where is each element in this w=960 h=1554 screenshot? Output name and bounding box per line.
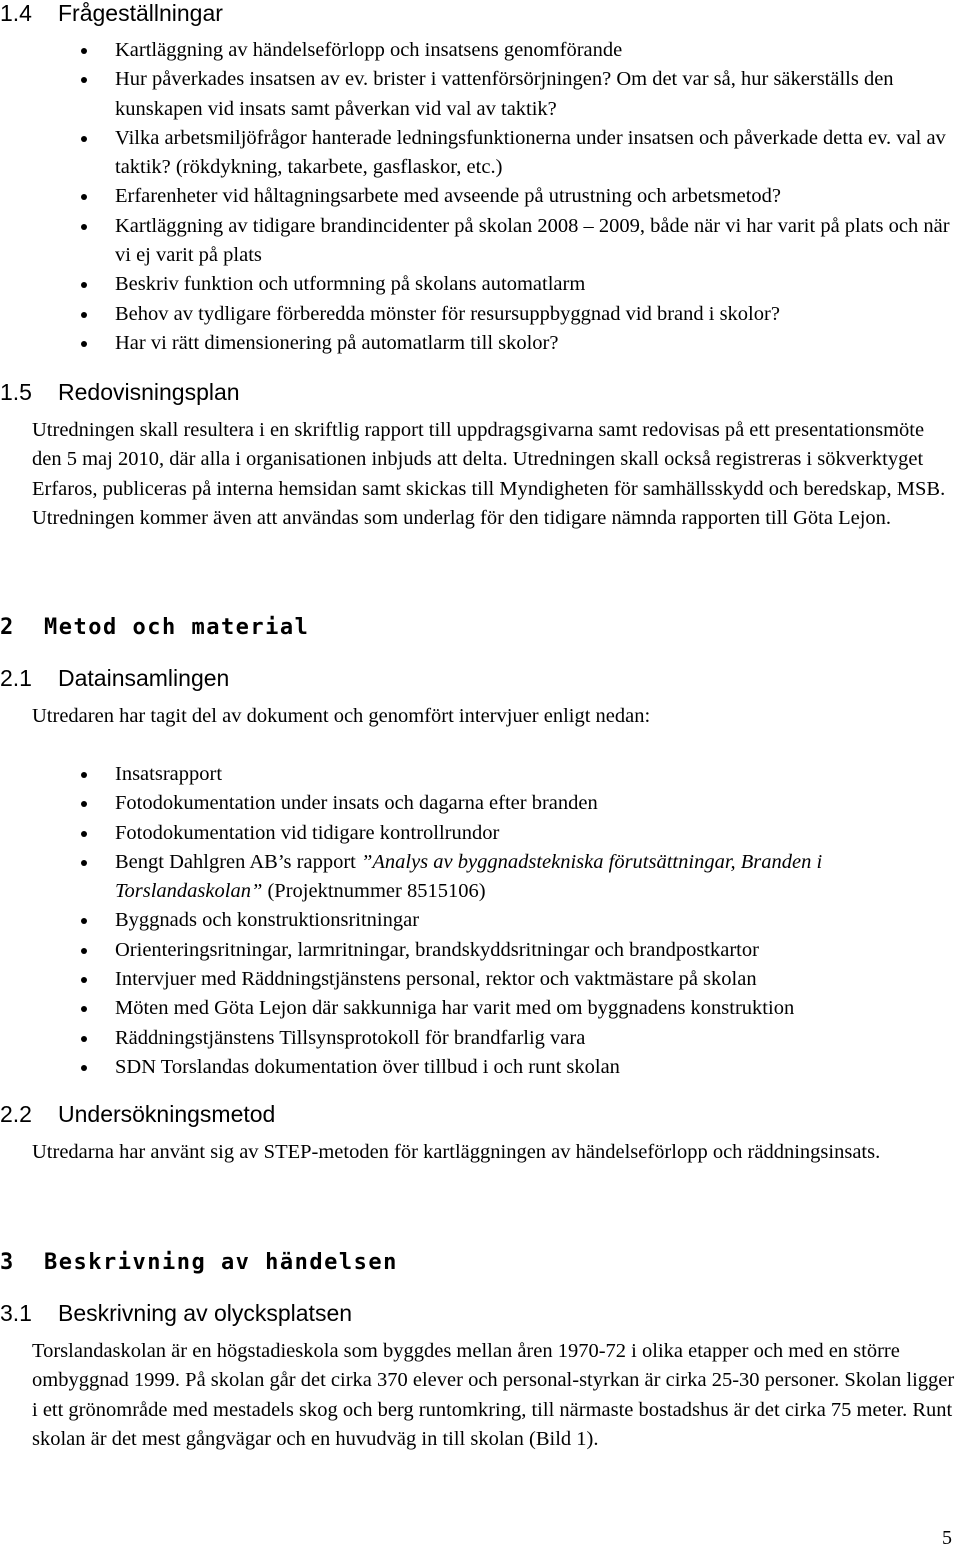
list-item: Kartläggning av händelseförlopp och insatsens genomförande (0, 36, 960, 65)
list-item: Intervjuer med Räddningstjänstens personal, rektor och vaktmästare på skolan (0, 965, 960, 994)
section-number: 3.1 (0, 1300, 32, 1326)
bullet-icon (81, 860, 87, 866)
bullet-icon (81, 1065, 87, 1071)
section-number: 2 (0, 615, 15, 640)
section-title: Frågeställningar (58, 0, 223, 26)
bullet-icon (81, 312, 87, 318)
bullet-icon (81, 224, 87, 230)
heading-2-2 (0, 1101, 275, 1128)
list-item: Kartläggning av tidigare brandincidenter på skolan 2008 – 2009, både när vi har varit på plats och när vi ej varit på plats (0, 212, 960, 271)
list-item: Beskriv funktion och utformning på skolans automatlarm (0, 270, 960, 299)
list-item: Behov av tydligare förberedda mönster för resursuppbyggnad vid brand i skolor? (0, 300, 960, 329)
section-title: Beskrivning av olycksplatsen (58, 1300, 353, 1326)
section-number: 2.2 (0, 1101, 32, 1127)
section-title: Beskrivning av händelsen (44, 1250, 398, 1275)
list-item: Möten med Göta Lejon där sakkunniga har varit med om byggnadens konstruktion (0, 994, 960, 1023)
bullet-icon (81, 801, 87, 807)
list-item: Har vi rätt dimensionering på automatlarm till skolor? (0, 329, 960, 358)
bullet-icon (81, 772, 87, 778)
list-item: Räddningstjänstens Tillsynsprotokoll för brandfarlig vara (0, 1024, 960, 1053)
list-item: Bengt Dahlgren AB’s rapport ”Analys av byggnadstekniska förutsättningar, Branden i Torslandaskolan” (Projektnummer 8515106) (0, 848, 960, 907)
heading-1-4 (0, 0, 223, 27)
list-item: Fotodokumentation vid tidigare kontrollrundor (0, 819, 960, 848)
paragraph-datainsamlingen: Utredaren har tagit del av dokument och genomfört intervjuer enligt nedan: (32, 705, 651, 727)
paragraph-redovisningsplan: Utredningen skall resultera i en skriftlig rapport till uppdragsgivarna samt redovisas på ett presentationsmöte den 5 maj 2010, där alla i organisationen inbjuds att delta. Utredningen skall också registreras i sökverktyget Erfaros, publiceras på interna hemsidan samt skickas till Myndigheten för samhällsskydd och beredskap, MSB. Utredningen kommer även att användas som underlag för den tidigare nämnda rapporten till Göta Lejon. (32, 419, 946, 529)
list-item: Hur påverkades insatsen av ev. brister i vattenförsörjningen? Om det var så, hur säkerställs den kunskapen vid insats samt påverkan vid val av taktik? (0, 65, 960, 124)
bullet-icon (81, 194, 87, 200)
list-item: Orienteringsritningar, larmritningar, brandskyddsritningar och brandpostkartor (0, 936, 960, 965)
section-title: Metod och material (44, 615, 310, 640)
section-number: 2.1 (0, 665, 32, 691)
list-item: Insatsrapport (0, 760, 960, 789)
bullet-icon (81, 918, 87, 924)
heading-3-1 (0, 1300, 352, 1327)
heading-3 (0, 1250, 398, 1275)
bullet-icon (81, 831, 87, 837)
bullet-icon (81, 948, 87, 954)
questions-list (0, 36, 960, 358)
bullet-icon (81, 341, 87, 347)
bullet-icon (81, 977, 87, 983)
paragraph-undersokningsmetod: Utredarna har använt sig av STEP-metoden för kartläggningen av händelseförlopp och räddningsinsats. (32, 1141, 881, 1163)
section-number: 1.5 (0, 379, 32, 405)
section-title: Undersökningsmetod (58, 1101, 276, 1127)
heading-2-1 (0, 665, 229, 692)
section-number: 1.4 (0, 0, 32, 26)
list-item: SDN Torslandas dokumentation över tillbud i och runt skolan (0, 1053, 960, 1082)
bullet-icon (81, 77, 87, 83)
list-item: Byggnads och konstruktionsritningar (0, 906, 960, 935)
section-number: 3 (0, 1250, 15, 1275)
bullet-icon (81, 48, 87, 54)
bullet-icon (81, 282, 87, 288)
heading-1-5 (0, 379, 240, 406)
paragraph-olycksplatsen: Torslandaskolan är en högstadieskola som byggdes mellan åren 1970-72 i olika etapper och med en större ombyggnad 1999. På skolan går det cirka 370 elever och personal-styrkan är cirka 25-30 personer. Skolan ligger i ett grönområde med mestadels skog och berg runtomkring, till närmaste bostadshus är det cirka 75 meter. Runt skolan är det mest gångvägar och en huvudväg in till skolan (Bild 1). (32, 1340, 955, 1450)
list-item: Erfarenheter vid håltagningsarbete med avseende på utrustning och arbetsmetod? (0, 182, 960, 211)
section-title: Datainsamlingen (58, 665, 230, 691)
list-item: Fotodokumentation under insats och dagarna efter branden (0, 789, 960, 818)
bullet-icon (81, 1006, 87, 1012)
heading-2 (0, 615, 309, 640)
sources-list (0, 760, 960, 1082)
list-item: Vilka arbetsmiljöfrågor hanterade ledningsfunktionerna under insatsen och påverkade detta ev. val av taktik? (rökdykning, takarbete, gasflaskor, etc.) (0, 124, 960, 183)
section-title: Redovisningsplan (58, 379, 240, 405)
report-title: ”Analys av byggnadstekniska förutsättningar, Branden i Torslandaskolan” (115, 850, 823, 903)
bullet-icon (81, 136, 87, 142)
bullet-icon (81, 1036, 87, 1042)
page-number: 5 (942, 1527, 952, 1549)
